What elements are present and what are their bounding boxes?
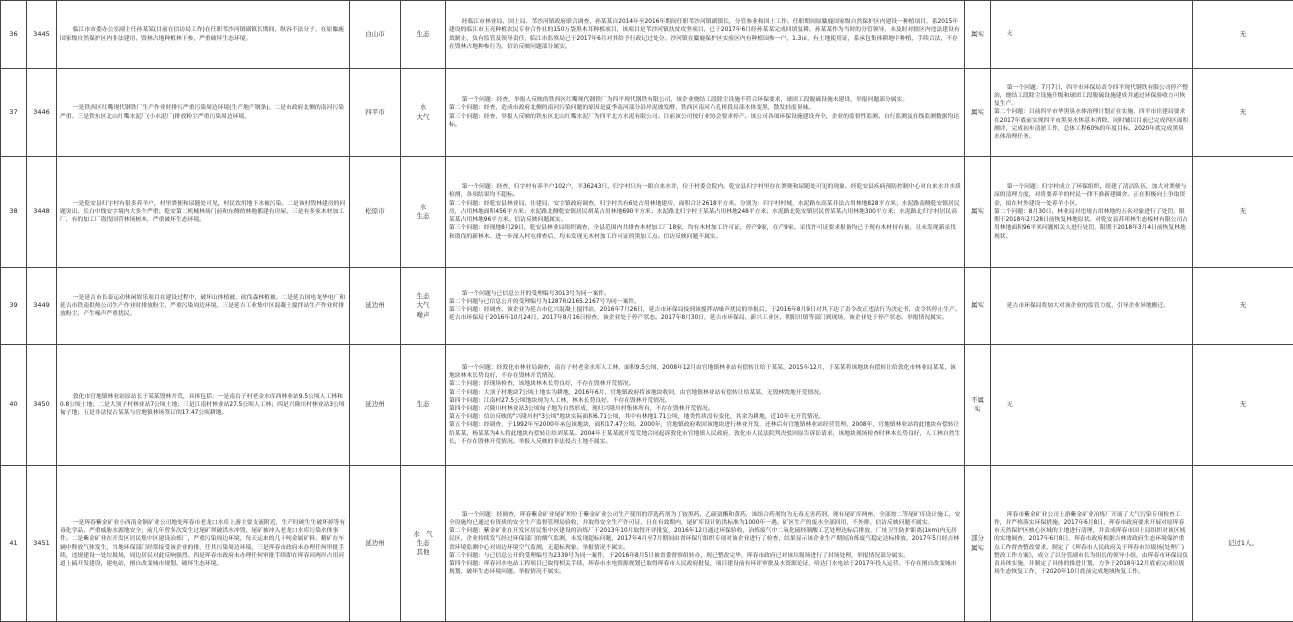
pollution-type-cell: 生态 大气 噪声: [401, 268, 446, 345]
pollution-type-cell: 水 气 生态 其他: [401, 466, 446, 622]
sequence-number-cell: 36: [1, 1, 27, 69]
verdict-cell: 属实: [965, 157, 991, 268]
case-id-cell: 3450: [27, 345, 57, 466]
complaint-content-cell: 敦化市官地镇林业站原站长于某某毁林开荒，具体包括：一是南台子村老金水库西林业站9.5公顷人工林和0.8公顷土地；二是大顶子村林业站7公顷土地；三是江南村林业站27.5公顷人工林；四是兴隆川村林业站3公顷甸子地；五是非法侵占某某与官地镇林场签订的17.47公顷耕地。: [57, 345, 350, 466]
table-row: [1, 345, 1293, 466]
city-cell: 延边州: [350, 345, 401, 466]
table-row: [1, 157, 1293, 268]
investigation-findings-cell: 第一个问题：经调查，珲春紫金矿业尾矿坝位于紫金矿业公司生产使用的浮选药剂为丁铵黑药、乙硫氨酯和黄药，该组合药剂均为无毒无害药剂，现有尾矿库两座，全部按二等尾矿库设计施工，安全设施均已通过有资质的安全生产监督管理局验收，并取得安全生产许可证，且在有效期内，尾矿库设计防洪标准为1000年一遇。矿区生产的废水全部回用，不外排。信访反映问题不属实。 第二个问题：紫金矿业在开发区居民集中区建设的冶炼厂于2013年10月取得开评批复，2016年12月通过环保验收，冶炼废气中二氧化硫经制酸工艺处理达标后排放，厂址卫生防护距离(1km)内无居民区，企业持续发气经过环保部门的烟气监测，未发现超标问题，2017年4月至7月期间由省环保厅组织专项对该企业进行了检查，结果显示该企业生产期间冶炼废气稳定达标排放。2017年5月经吉林省环境监测中心对周边环境空气监测，无超标现象。举报情况不属实。 第三个问题：与已信息公开的受理编号为2339号为同一案件，于2016年8月5日被省委督察组转办，现已整改完毕，珲春市政府已对该垃圾场进行了封场处理，举报情况部分属实。 第四个问题：珲春河水电站工程项目已取得相关手续，珲春市水电资源规划已取得珲春市人民政府批复，项目建设前有环评审批及水资源论证，哈达门水电站于2017年投入运营。不存在擅自改变城市规划，破坏生态环境问题。举报情况不属实。: [446, 466, 965, 622]
sequence-number-cell: 40: [1, 345, 27, 466]
pollution-type-cell: 生态: [401, 1, 446, 69]
city-cell: 四平市: [350, 69, 401, 157]
case-id-cell: 3449: [27, 268, 57, 345]
investigation-findings-cell: 第一个问题与已信息公开的受理编号3013号为同一案件。 第二个问题与已信息公开的受理编号为1287和2165.2167号为同一案件。 第三个问题：经调查，该企业为延吉市亿兴混凝土搅拌站，2016年7月26日，延吉市环保局接到该搅拌站噪声扰民的举报后，于2016年8月9日对其下达了责令改正违法行为决定书，责令其停止生产。延吉市环保局于2016年10月24日、2017年8月16日检查，该企业处于停产状态。2017年8月30日，延吉市环保局、新兴工业区、朝阳川镇等部门到现场，该企业处于停产状态。举报情况属实。: [446, 268, 965, 345]
accountability-cell: 无: [1193, 268, 1293, 345]
verdict-cell: 部分属实: [965, 466, 991, 622]
verdict-cell: 属实: [965, 1, 991, 69]
city-cell: 白山市: [350, 1, 401, 69]
case-id-cell: 3448: [27, 157, 57, 268]
table-row: [1, 466, 1293, 622]
pollution-type-cell: 水 大气: [401, 69, 446, 157]
handling-action-cell: 珲春市紫金矿业公司上游紫金矿业冶炼厂开展了大气污染专项检查工作，并严格落实环保措施。2017年6月8日，珲春市政府要求开展对原珲春市天然保护区核心区域的土地进行清理，并责成珲春市国土局组织对该区域的实地调查，2017年6月8日，珲春市政府根据吉林省政府生态环境保护重点工作督查整改要求，制定了《珲春市人民政府关于珲春市垃圾场(处理厂)整改工作方案》，成立了以分管副市长为组长的领导小组，由珲春市环保局负责具体实施，并制定了具体的推进计划，力争于2018年12月底前完成垃圾场生态恢复工作，于2020年10月底前完成地域恢复工作。: [991, 466, 1193, 622]
investigation-findings-cell: 经临江市林业局、国土局、苇沙河镇政府联合调查，孙某某自2014年至2016年期间任职苇沙河镇副镇长，分管参业和国土工作。任职期间原麋鹿国家级自然保护区内建设一种植项目，系2015年建设的临江市玉亮种植农民专业合作社的150万袋黑木耳种植项目，该项目是苇沙河镇扶贫攻坚项目，已于2017年6月经孙某某完成回填复耕。孙某某作为当时的分管领导，未及时对辖区内违法建设有效制止，负有监管及领导责任，临江市监察局已于2017年6月对其给予行政记过处分。沙河镇在麋鹿保护区实验区内有种植园参一户，1.3亩，有土地使用证，系承包集体耕地中种植，手续合法，不存在毁林占地种参行为。信访反映问题部分属实。: [446, 1, 965, 69]
complaint-content-cell: 一是延吉市长泰运动休闲娱乐项目在建设过程中，破坏山体植被，砍伐森林植被。二是延吉国电龙华电厂和延吉市铁南供热公司生产作业时排放粉尘，严重污染周边环境。三是延吉工业集中区混凝土搅拌站生产作业时排放粉尘，产生噪声严重扰民。: [57, 268, 350, 345]
table-row: [1, 1, 1293, 69]
verdict-cell: 不属实: [965, 345, 991, 466]
investigation-findings-cell: 第一个问题：经查，举报人反映的铁西区红嘴现代钢铁厂为四平现代钢铁有限公司，该企业烧结工段除尘设施不符合环保要求，球团工段脱硫设施未建设，举报问题部分属实。 第二个问题：经查，造成市政府北侧的南河污染问题的原因是夏季南河部分沿岸泥坡发酵，铁西区南河六孔桥段局部水体变黑，散发轻度臭味。 第三个问题：经查，举报人反映的铁东区北山红嘴水泥厂为四平北方水泥有限公司。目前该公司按行业协会要求停产。该公司各项环保设施建设齐全，企业的监督性监测、自行监测及在线监测数据均达标。: [446, 69, 965, 157]
sequence-number-cell: 39: [1, 268, 27, 345]
handling-action-cell: 第一个问题：7月7日，四平市环保局责令四平现代钢铁有限公司停产整治，烧结工段除尘设施升级和球团工段脱硫设施建成并通过环保验收方可恢复生产。 第二个问题：目前四平市华黑臭水体治理计划正在实施，四平市住建局要求在2017年底前实现四平市黑臭水体基本消除，同时辅以目前已完成四区面积测评，完成初步清淤工作，总体工程60%的年度目标，2020年底完成黑臭水体治理任务。: [991, 69, 1193, 157]
sequence-number-cell: 38: [1, 157, 27, 268]
verdict-cell: 属实: [965, 268, 991, 345]
case-id-cell: 3445: [27, 1, 57, 69]
complaint-content-cell: 一是铁西区红嘴现代钢铁厂生产作业时排污严重污染周边环境(生产地产钢条)。二是市政府北侧的南河污染严重。三是铁东区北山红嘴水泥厂(小水泥厂)排放粉尘严重污染周边环境。: [57, 69, 350, 157]
case-id-cell: 3451: [27, 466, 57, 622]
verdict-cell: 属实: [965, 69, 991, 157]
pollution-type-cell: 生态: [401, 345, 446, 466]
table-row: [1, 69, 1293, 157]
table-row: [1, 268, 1293, 345]
case-table-body: [1, 1, 1293, 622]
accountability-cell: 无: [1193, 69, 1293, 157]
accountability-cell: 无: [1193, 157, 1293, 268]
handling-action-cell: 延吉市环保局将加大对该企业的监管力度，引导企业异地搬迁。: [991, 268, 1193, 345]
accountability-cell: 无: [1193, 1, 1293, 69]
investigation-findings-cell: 第一个问题：经查，归字村有养羊户102户，羊36243只，归字村只有一眼自来水井，位于村委会院内。乾安县归字村里存在粪便和尿随处可见的现象。经乾安县疾病预防控制中心对自来水井水质检测，各项结果均不超标。 第二个问题：经乾安县林业局、住建局、安字镇政府调查，归字村共有6处占用林地建房，面积合计2618平方米。分别为：归字村村域，水泥路东高某非法占用林地828平方米；水泥路南侧乾安镇居民房，占用林地面积456平方米；水泥路北侧乾安镇居民胡某占用林地690平方米；水泥路北归字村王某某占用林地248平方米；水泥路北乾安镇居民曾某某占用林地300平方米；水泥路北归字村居民高某某占用林地96平方米。信访反映问题属实。 第三个问题：经现地8月29日，乾安县林业局组织调查，全县范围内共排查木材加工厂18家，均有木材加工许可证，停产9家，在产9家。采伐许可证要求报备均已于现有木材持有量，且未发现新采伐和盗伐的新林木。进一步深入村屯排查后，均未发现无木材加工许可证的黑加工点。信访反映问题不属实。: [446, 157, 965, 268]
accountability-cell: 记过1人。: [1193, 466, 1293, 622]
handling-action-cell: 第一个问题：归字村成立了环保组织，组建了清洁队伍，加大对粪便与尿的清理力度，对将要养羊的村民一律不准新建圈舍。正在积极向上争取资金，拟在村外建设一处养羊小区。 第二个问题：8月30日，林业局对违规占用林地的五名对象进行了处罚，限期于2018年2月28日前恢复林地原状。对乾安县苏邦林生态板材有限公司占用林地面积96平米问题相关人进行处罚，限期于2018年3月4日前恢复林地现状。: [991, 157, 1193, 268]
case-id-cell: 3446: [27, 69, 57, 157]
city-cell: 延边州: [350, 466, 401, 622]
city-cell: 松原市: [350, 157, 401, 268]
complaint-content-cell: 临江市市委办公室副主任孙某某(目前在信访局工作)在任职苇沙河镇副镇长期间，纵容不法分子，在原麋鹿国家级自然保护区内非法建房，毁林占地种植林下参，严重破坏生态环境。: [57, 1, 350, 69]
handling-action-cell: 无: [991, 345, 1193, 466]
handling-action-cell: 无: [991, 1, 1193, 69]
accountability-cell: 无: [1193, 345, 1293, 466]
pollution-type-cell: 水 生态: [401, 157, 446, 268]
investigation-findings-cell: 第一个问题：经敦化市林业局调查，南台子村老金水库人工林，面积9.5公顷，2008年12月由官地镇林业站有偿转让给于某某，2015年12月，于某某将该地块有偿转让给敦化市林业局某某，该地块林木长势良好，不存在毁林开荒情况。 第二个问题：经现场检查，该地块林木长势良好，不存在毁林开荒情况。 第三个问题：大顶子村地块7公顷土地实为耕地，2016年6月，官地镇政府将该地块收回，由官地镇林业站有偿转让给某某，无毁林毁地开荒情况。 第四个问题：江南村27.5公顷地块现为人工林，林木长势良好，不存在毁林开荒情况。 第四个问题：兴隆川村林业站3公顷甸子地为自然形成，现归兴隆川村集体所有，不存在毁林开荒情况。 第五个问题：信访反映的"兴隆川村"3公顷"地块实际面积6.71公顷，其中有林地1.71公顷，地类性质没有变化，其余为耕地，近10年无开荒情况。 第五个问题：经调查，于1992年至2000年承包该地块，面积17.47公顷。2000年，官地镇政府收回该地块进行林业开发，还林后有官地镇林业站经营管理。2008年，官地镇林业站将此地块有偿转让给某某，杨某某为4人将此地块有偿转让给刘某某。2004年王某某就开发荒地合同起诉敦化市官地镇人民政府，敦化市人民法院判决驳回原告诉讼请求，该地块现场检查时林木长势良好，人工林自然生长，不存在毁林开荒情况。举报人反映的非法侵占土地不属实。: [446, 345, 965, 466]
sequence-number-cell: 41: [1, 466, 27, 622]
complaint-content-cell: 一是珲春紫金矿业小西南金铜矿业公司地处珲春市老龙口水库上游主要支流附近，生产时硬生生破坏掉等有毒化学品，严重威胁水源地安全；前几年曾多次发生过尾矿坝破洪水冲毁，尾矿被冲入老龙口水库污染水体事件。二是紫金矿业在开发区居民集中区建设冶炼厂，严重污染周边环境，每天运来的几十吨金属矿料，精矿在车辆中释放气体发生，当地环保部门经常接受该企业的排，任其污染周边环境。三是珲春市政府未办理任何审批手续，违规建设一处垃圾场，周边居民对此反响强烈。四是珲春市政府未办理任何审批手续即在珲春河两岸占用河道上搞开发建设，建电站，擅自改变城市规划，破坏生态环境。: [57, 466, 350, 622]
sequence-number-cell: 37: [1, 69, 27, 157]
complaint-content-cell: 一是乾安县归字村有很多养羊户，村里粪便和尿随处可见，村民饮用地下水被污染。二是该村毁林建房的问题突出，长白中线安字境内大多个严重；乾安第二机械林场门前和东侧的林地都建有房屋。三是有多家木材加工厂，有的加工厂盗伐国营林场树木，严重破坏生态环境。: [57, 157, 350, 268]
city-cell: 延边州: [350, 268, 401, 345]
